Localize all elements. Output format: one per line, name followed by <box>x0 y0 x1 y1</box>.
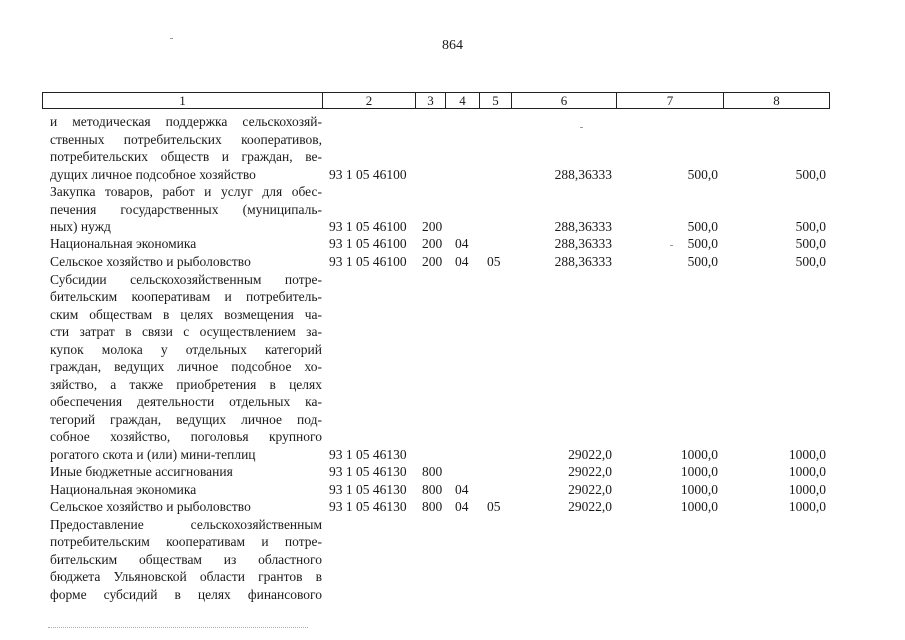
row-col8: 500,0 <box>795 167 826 182</box>
row-col4: 04 <box>455 482 469 497</box>
row-description-line: Национальная экономика <box>50 482 197 497</box>
row-col7: 500,0 <box>687 167 718 182</box>
table-header <box>42 92 830 109</box>
row-col8: 500,0 <box>795 254 826 269</box>
row-col6: 288,36333 <box>554 167 612 182</box>
row-col8: 500,0 <box>795 219 826 234</box>
header-col-1: 1 <box>43 93 323 108</box>
row-description-line: потребительским кооперативам и потре- <box>50 534 322 549</box>
header-col-6: 6 <box>512 93 617 108</box>
header-col-7: 7 <box>617 93 724 108</box>
scan-speck <box>580 127 583 128</box>
row-description-line: Предоставление сельскохозяйственным <box>50 517 322 532</box>
row-description-line: форме субсидий в целях финансового <box>50 587 322 602</box>
row-description-line: потребительских обществ и граждан, ве- <box>50 149 322 164</box>
row-description-line: ных) нужд <box>50 219 111 234</box>
row-description-line: Сельское хозяйство и рыболовство <box>50 499 251 514</box>
row-col6: 29022,0 <box>568 447 612 462</box>
row-col3: 800 <box>422 499 443 514</box>
row-col7: 500,0 <box>687 236 718 251</box>
row-col7: 500,0 <box>687 219 718 234</box>
row-col7: 500,0 <box>687 254 718 269</box>
row-col3: 200 <box>422 219 443 234</box>
row-col3: 200 <box>422 236 443 251</box>
row-col3: 800 <box>422 482 443 497</box>
row-description-line: собное хозяйство, поголовья крупного <box>50 429 322 444</box>
row-description-line: Национальная экономика <box>50 236 197 251</box>
scan-speck <box>670 245 673 246</box>
row-description-line: обеспечения деятельности отдельных ка- <box>50 394 322 409</box>
row-col7: 1000,0 <box>680 447 718 462</box>
row-col8: 1000,0 <box>788 464 826 479</box>
row-col3: 800 <box>422 464 443 479</box>
row-col3: 200 <box>422 254 443 269</box>
row-code: 93 1 05 46100 <box>329 167 407 182</box>
row-description-line: бительским кооперативам и потребитель- <box>50 289 322 304</box>
scan-artifact-line <box>48 627 308 628</box>
row-col6: 288,36333 <box>554 219 612 234</box>
row-code: 93 1 05 46130 <box>329 482 407 497</box>
row-col4: 04 <box>455 499 469 514</box>
row-col8: 500,0 <box>795 236 826 251</box>
row-col5: 05 <box>487 499 501 514</box>
row-col6: 288,36333 <box>554 236 612 251</box>
row-col4: 04 <box>455 254 469 269</box>
row-description-line: рогатого скота и (или) мини-теплиц <box>50 447 256 462</box>
row-col6: 29022,0 <box>568 499 612 514</box>
row-description-line: купок молока у отдельных категорий <box>50 342 322 357</box>
row-code: 93 1 05 46100 <box>329 236 407 251</box>
row-description-line: бительским обществам из областного <box>50 552 322 567</box>
row-code: 93 1 05 46130 <box>329 464 407 479</box>
row-code: 93 1 05 46100 <box>329 254 407 269</box>
header-col-8: 8 <box>773 93 780 108</box>
row-code: 93 1 05 46130 <box>329 447 407 462</box>
row-description-line: Сельское хозяйство и рыболовство <box>50 254 251 269</box>
row-description-line: Закупка товаров, работ и услуг для обес- <box>50 184 322 199</box>
row-col5: 05 <box>487 254 501 269</box>
header-col-3: 3 <box>416 93 446 108</box>
row-description-line: бюджета Ульяновской области грантов в <box>50 569 322 584</box>
header-col-4: 4 <box>446 93 480 108</box>
row-description-line: Субсидии сельскохозяйственным потре- <box>50 272 322 287</box>
row-col7: 1000,0 <box>680 499 718 514</box>
row-col4: 04 <box>455 236 469 251</box>
row-description-line: тегорий граждан, ведущих личное под- <box>50 412 322 427</box>
row-col7: 1000,0 <box>680 464 718 479</box>
row-description-line: дущих личное подсобное хозяйство <box>50 167 256 182</box>
row-description-line: Иные бюджетные ассигнования <box>50 464 233 479</box>
row-description-line: ственных потребительских кооперативов, <box>50 132 322 147</box>
header-col-5: 5 <box>480 93 512 108</box>
row-code: 93 1 05 46130 <box>329 499 407 514</box>
row-col6: 288,36333 <box>554 254 612 269</box>
row-description-line: и методическая поддержка сельскохозяй- <box>50 114 322 129</box>
row-col7: 1000,0 <box>680 482 718 497</box>
row-col8: 1000,0 <box>788 447 826 462</box>
row-col8: 1000,0 <box>788 482 826 497</box>
scan-speck <box>170 38 173 39</box>
page-number: 864 <box>442 38 463 53</box>
row-col6: 29022,0 <box>568 464 612 479</box>
row-description-line: зяйство, а также приобретения в целях <box>50 377 322 392</box>
header-col-2: 2 <box>323 93 416 108</box>
row-description-line: сти затрат в связи с осуществлением за- <box>50 324 322 339</box>
row-description-line: ским обществам в целях возмещения ча- <box>50 307 322 322</box>
row-col6: 29022,0 <box>568 482 612 497</box>
row-col8: 1000,0 <box>788 499 826 514</box>
row-code: 93 1 05 46100 <box>329 219 407 234</box>
row-description-line: граждан, ведущих личное подсобное хо- <box>50 359 322 374</box>
row-description-line: печения государственных (муниципаль- <box>50 202 322 217</box>
